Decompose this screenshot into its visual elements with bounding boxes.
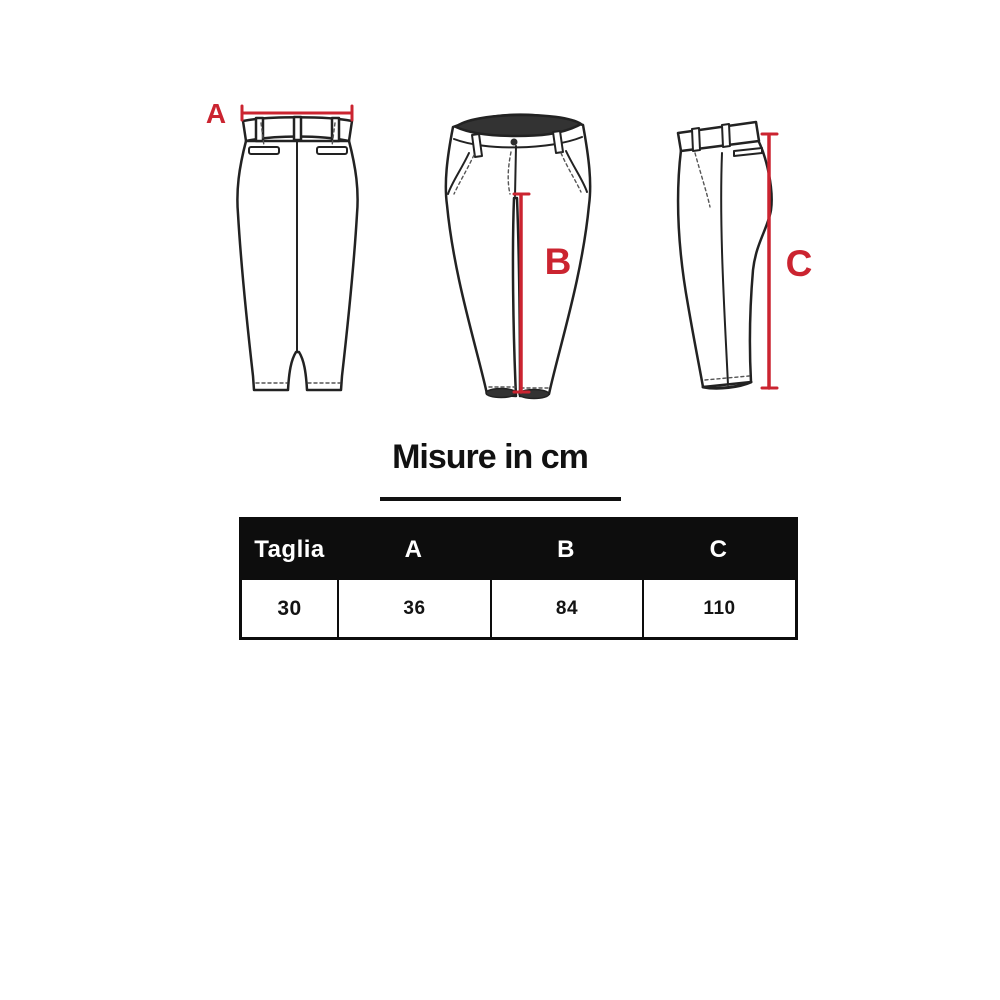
measure-label-a: A <box>205 98 227 129</box>
size-table <box>239 517 798 640</box>
back-pocket <box>249 147 279 154</box>
waist-button <box>511 139 518 146</box>
page-title: Misure in cm <box>392 438 588 476</box>
cell-b-value: 84 <box>490 580 642 637</box>
pants-side-view-icon <box>678 122 772 388</box>
cell-taglia-value: 30 <box>277 596 302 620</box>
belt-loop <box>294 117 301 140</box>
hem-dark <box>486 389 516 398</box>
title-underline <box>380 497 621 501</box>
header-cell-taglia: Taglia <box>254 536 325 563</box>
front-center-seam <box>515 146 516 196</box>
header-cell-a: A <box>404 536 423 563</box>
size-table-header-row <box>242 520 795 580</box>
size-table-data-row <box>242 580 795 637</box>
pants-measurement-diagram <box>0 0 1000 440</box>
belt-loop <box>722 124 730 147</box>
belt-loop <box>692 128 700 151</box>
cell-a-value: 36 <box>337 580 490 637</box>
back-pocket <box>317 147 347 154</box>
cell-c-value: 110 <box>642 580 795 637</box>
measure-label-c: C <box>785 243 813 284</box>
pants-side-body <box>678 140 771 387</box>
measure-label-b: B <box>544 241 572 282</box>
header-cell-b: B <box>557 536 575 563</box>
pants-back-view-icon <box>237 117 357 390</box>
header-cell-c: C <box>709 536 728 563</box>
